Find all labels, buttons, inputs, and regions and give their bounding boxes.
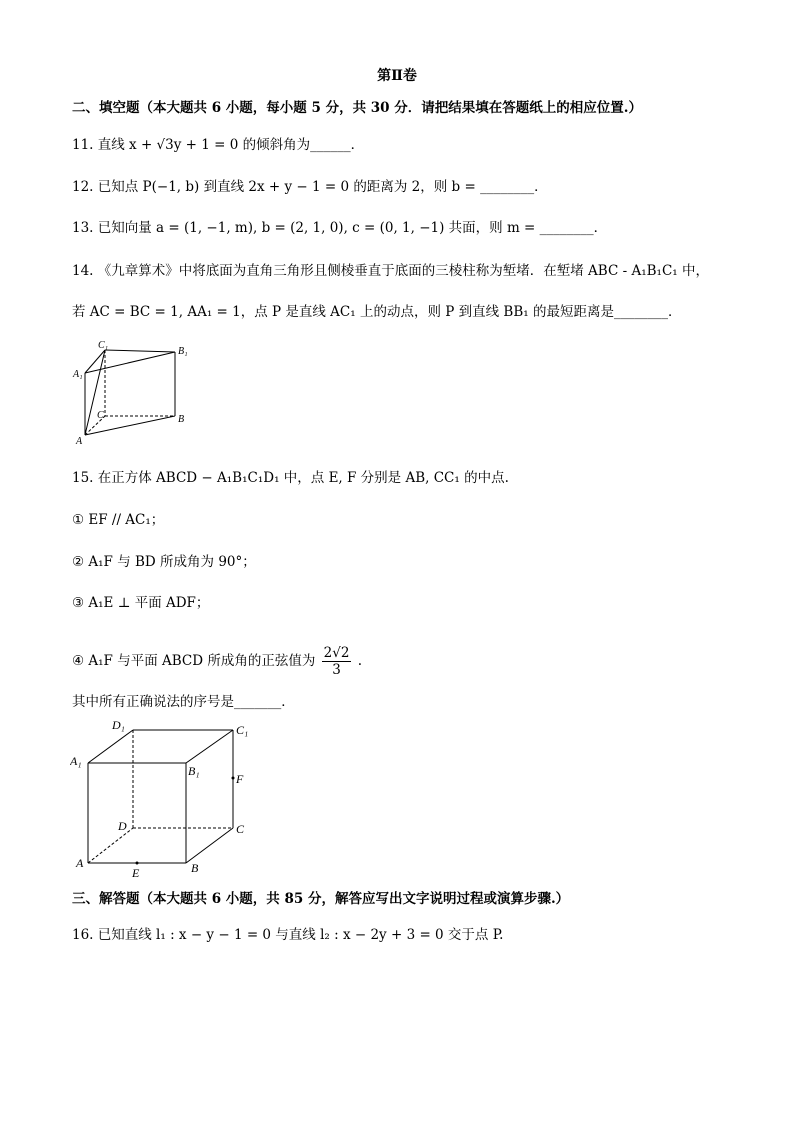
- statement-3: ③ A₁E ⊥ 平面 ADF；: [72, 595, 210, 611]
- edge-bc: [186, 828, 233, 863]
- volume-title: 第Ⅱ卷: [377, 68, 417, 84]
- label-a1: A₁: [70, 754, 82, 768]
- question-14-line2: 若 AC = BC = 1, AA₁ = 1，点 P 是直线 AC₁ 上的动点，则 P 到直线 BB₁ 的最短距离是________．: [72, 304, 682, 320]
- fraction-numerator: 2√2: [323, 645, 350, 661]
- label-c: C: [97, 410, 104, 421]
- label-b1: B₁: [178, 346, 188, 357]
- label-b: B: [191, 861, 199, 875]
- label-e: E: [132, 866, 140, 880]
- question-15-ask: 其中所有正确说法的序号是_______．: [72, 694, 295, 710]
- label-f: F: [236, 772, 244, 786]
- label-a: A: [76, 436, 83, 447]
- point-e: [136, 862, 139, 865]
- label-c: C: [236, 822, 245, 836]
- question-15: 15. 在正方体 ABCD − A₁B₁C₁D₁ 中，点 E, F 分别是 AB, CC₁ 的中点.: [72, 470, 509, 486]
- label-c1: C₁: [236, 723, 249, 737]
- question-13: 13. 已知向量 a = (1, −1, m), b = (2, 1, 0), c = (0, 1, −1) 共面，则 m = ________．: [72, 220, 608, 236]
- statement-1: ① EF // AC₁；: [72, 512, 165, 528]
- fraction-denominator: 3: [332, 662, 341, 678]
- label-b: B: [178, 414, 185, 425]
- label-d: D: [118, 819, 127, 833]
- cube-figure: [70, 715, 255, 883]
- edge-a1b1: [85, 352, 175, 373]
- label-c1: C₁: [98, 340, 109, 351]
- edge-ac1: [85, 350, 105, 435]
- edge-c1b1: [105, 350, 175, 352]
- edge-a1d1: [88, 730, 133, 763]
- prism-figure: [70, 338, 200, 448]
- question-11: 11. 直线 x + √3y + 1 = 0 的倾斜角为______．: [72, 137, 365, 153]
- point-f: [232, 777, 235, 780]
- question-14-line1: 14. 《九章算术》中将底面为直角三角形且侧棱垂直于底面的三棱柱称为堑堵．在堑堵 ABC - A₁B₁C₁ 中，: [72, 263, 709, 279]
- question-12: 12. 已知点 P(−1, b) 到直线 2x + y − 1 = 0 的距离为 2，则 b = ________．: [72, 179, 548, 195]
- statement-2: ② A₁F 与 BD 所成角为 90°；: [72, 554, 256, 570]
- fraction: [322, 645, 352, 678]
- label-d1: D₁: [112, 718, 125, 732]
- question-16: 16. 已知直线 l₁ : x − y − 1 = 0 与直线 l₂ : x − 2y + 3 = 0 交于点 P.: [72, 927, 504, 943]
- statement-4-suffix: .: [357, 653, 363, 669]
- label-b1: B₁: [188, 764, 200, 778]
- label-a1: A₁: [73, 369, 83, 380]
- statement-4-prefix: ④ A₁F 与平面 ABCD 所成角的正弦值为: [72, 653, 316, 669]
- statement-4: [72, 645, 362, 678]
- edge-ad-hidden: [88, 828, 133, 863]
- section2-heading: 二、填空题（本大题共 6 小题，每小题 5 分，共 30 分．请把结果填在答题纸上的相应位置.）: [72, 100, 642, 116]
- label-a: A: [76, 856, 84, 870]
- section3-heading: 三、解答题（本大题共 6 小题，共 85 分，解答应写出文字说明过程或演算步骤.）: [72, 891, 570, 907]
- edge-b1c1: [186, 730, 233, 763]
